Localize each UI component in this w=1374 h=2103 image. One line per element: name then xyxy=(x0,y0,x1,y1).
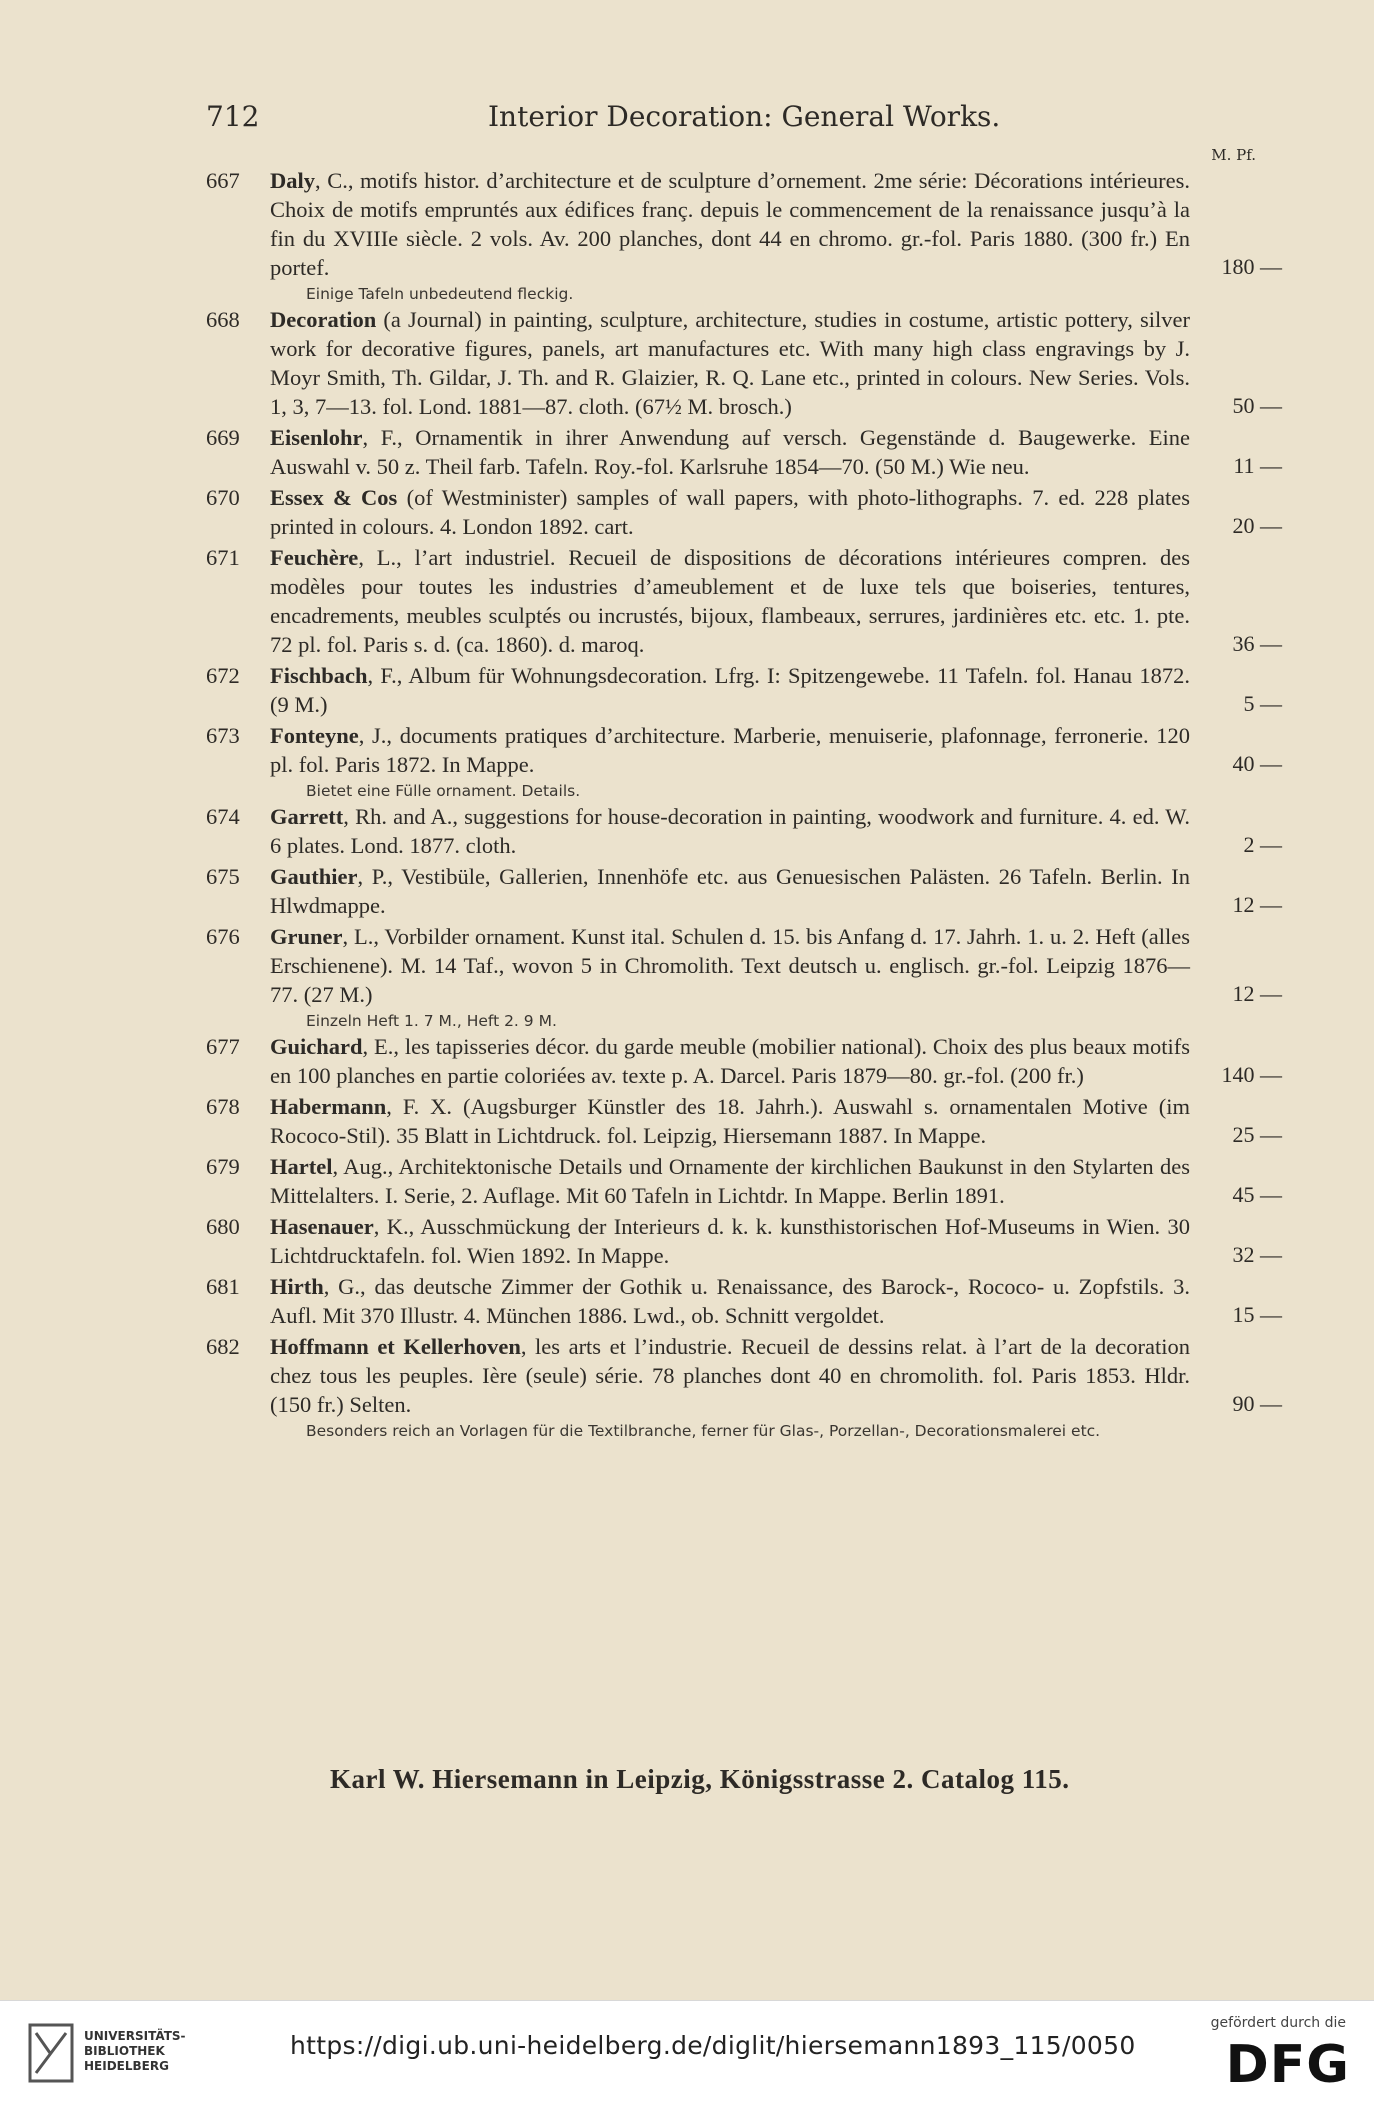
entry-description: (a Journal) in painting, sculpture, architecture, studies in costume, artistic pottery, silver work for decorative figures, panels, art manufactures etc. With many high class engravings by J. Moyr Smith, Th. Gildar, J. Th. and R. Glaizier, R. Q. Lane etc., printed in colours. New Series. Vols. 1, 3, 7—13. fol. Lond. 1881—87. cloth. (67½ M. brosch.) xyxy=(270,307,1190,419)
entry-number: 681 xyxy=(206,1274,240,1299)
entry-number: 680 xyxy=(206,1214,240,1239)
entry-text xyxy=(206,1092,1190,1150)
entry-number: 678 xyxy=(206,1094,240,1119)
entry-description: , L., Vorbilder ornament. Kunst ital. Schulen d. 15. bis Anfang d. 17. Jahrh. 1. u. 2. Heft (alles Erschienene). M. 14 Taf., wovon 5 in Chromolith. Text deutsch u. englisch. gr.-fol. Leipzig 1876—77. (27 M.) xyxy=(270,924,1190,1007)
entry-number: 677 xyxy=(206,1034,240,1059)
entry-description: , F., Ornamentik in ihrer Anwendung auf versch. Gegenstände d. Baugewerke. Eine Auswahl v. 50 z. Theil farb. Tafeln. Roy.-fol. Karlsruhe 1854—70. (50 M.) Wie neu. xyxy=(270,425,1190,479)
entry-author: Essex & Cos xyxy=(270,485,398,510)
viewer-bottom-bar xyxy=(0,2000,1374,2103)
entry-price: 25 — xyxy=(1232,1122,1282,1147)
entry-price: 2 — xyxy=(1243,832,1282,857)
entry-author: Hirth xyxy=(270,1274,324,1299)
entry-price: 15 — xyxy=(1232,1302,1282,1327)
entry-price: 50 — xyxy=(1232,393,1282,418)
entry-description: , F., Album für Wohnungsdecoration. Lfrg. I: Spitzengewebe. 11 Tafeln. fol. Hanau 1872. (9 M.) xyxy=(270,663,1190,717)
library-name xyxy=(84,2029,186,2074)
entry-text xyxy=(206,305,1190,421)
entry-number: 682 xyxy=(206,1334,240,1359)
entry-note: Einzeln Heft 1. 7 M., Heft 2. 9 M. xyxy=(306,1012,557,1030)
entry-price: 11 — xyxy=(1233,453,1282,478)
entry-price: 140 — xyxy=(1221,1062,1282,1087)
entry-text xyxy=(206,802,1190,860)
catalogue-entry xyxy=(206,1032,1282,1090)
entry-price: 36 — xyxy=(1232,631,1282,656)
catalogue-entry xyxy=(206,543,1282,659)
entry-author: Garrett xyxy=(270,804,344,829)
entry-number: 673 xyxy=(206,723,240,748)
entry-text xyxy=(206,166,1190,282)
entry-price: 40 — xyxy=(1232,751,1282,776)
entry-description: , E., les tapisseries décor. du garde meuble (mobilier national). Choix des plus beaux motifs en 100 planches en partie coloriées av. texte p. A. Darcel. Paris 1879—80. gr.-fol. (200 fr.) xyxy=(270,1034,1190,1088)
entry-number: 676 xyxy=(206,924,240,949)
entry-number: 675 xyxy=(206,864,240,889)
running-title: Interior Decoration: General Works. xyxy=(488,100,1001,133)
entry-author: Fonteyne xyxy=(270,723,359,748)
catalogue-entries xyxy=(206,166,1282,1442)
entry-description: , C., motifs histor. d’architecture et de sculpture d’ornement. 2me série: Décorations intérieures. Choix de motifs empruntés aux édifices franç. depuis le commencement de la renaissance jusqu’à la fin du XVIIIe siècle. 2 vols. Av. 200 planches, dont 44 en chromo. gr.-fol. Paris 1880. (300 fr.) En portef. xyxy=(270,168,1190,280)
entry-number: 670 xyxy=(206,485,240,510)
entry-text xyxy=(206,862,1190,920)
entry-number: 671 xyxy=(206,545,240,570)
entry-note: Bietet eine Fülle ornament. Details. xyxy=(306,782,581,800)
catalogue-entry xyxy=(206,483,1282,541)
entry-number: 672 xyxy=(206,663,240,688)
entry-number: 669 xyxy=(206,425,240,450)
entry-price: 180 — xyxy=(1221,254,1282,279)
entry-description: (of Westminister) samples of wall papers, with photo-lithographs. 7. ed. 228 plates printed in colours. 4. London 1892. cart. xyxy=(270,485,1190,539)
entry-description: , G., das deutsche Zimmer der Gothik u. Renaissance, des Barock-, Rococo- u. Zopfstils. 3. Aufl. Mit 370 Illustr. 4. München 1886. Lwd., ob. Schnitt vergoldet. xyxy=(270,1274,1190,1328)
permalink-url[interactable]: https://digi.ub.uni-heidelberg.de/diglit/hiersemann1893_115/0050 xyxy=(290,2031,1136,2060)
catalogue-entry xyxy=(206,802,1282,860)
price-column-label: M. Pf. xyxy=(1211,146,1256,164)
library-name-line: BIBLIOTHEK xyxy=(84,2044,165,2058)
entry-author: Gruner xyxy=(270,924,343,949)
entry-description: , K., Ausschmückung der Interieurs d. k. k. kunsthistorischen Hof-Museums in Wien. 30 Lichtdrucktafeln. fol. Wien 1892. In Mappe. xyxy=(270,1214,1190,1268)
catalogue-entry xyxy=(206,922,1282,1009)
entry-text xyxy=(206,543,1190,659)
entry-price: 5 — xyxy=(1243,691,1282,716)
catalogue-entry xyxy=(206,1272,1282,1330)
entry-price: 45 — xyxy=(1232,1182,1282,1207)
entry-description: , P., Vestibüle, Gallerien, Innenhöfe etc. aus Genuesischen Palästen. 26 Tafeln. Berlin. In Hlwdmappe. xyxy=(270,864,1190,918)
entry-price: 32 — xyxy=(1232,1242,1282,1267)
entry-price: 90 — xyxy=(1232,1391,1282,1416)
entry-author: Daly xyxy=(270,168,315,193)
entry-author: Habermann xyxy=(270,1094,387,1119)
entry-description: , F. X. (Augsburger Künstler des 18. Jahrh.). Auswahl s. ornamentalen Motive (im Rococo-Stil). 35 Blatt in Lichtdruck. fol. Leipzig, Hiersemann 1887. In Mappe. xyxy=(270,1094,1190,1148)
entry-text xyxy=(206,1032,1190,1090)
entry-description: , Rh. and A., suggestions for house-decoration in painting, woodwork and furniture. 4. ed. W. 6 plates. Lond. 1877. cloth. xyxy=(270,804,1190,858)
catalogue-entry xyxy=(206,721,1282,779)
entry-note: Einige Tafeln unbedeutend fleckig. xyxy=(306,285,574,303)
funding-text: gefördert durch die xyxy=(1210,2015,1346,2031)
library-name-line: UNIVERSITÄTS- xyxy=(84,2029,186,2043)
entry-number: 668 xyxy=(206,307,240,332)
entry-text xyxy=(206,483,1190,541)
page-header xyxy=(206,100,1274,164)
entry-price: 12 — xyxy=(1232,892,1282,917)
catalogue-entry xyxy=(206,305,1282,421)
entry-description: , Aug., Architektonische Details und Ornamente der kirchlichen Baukunst in den Stylarten des Mittelalters. I. Serie, 2. Auflage. Mit 60 Tafeln in Lichtdr. In Mappe. Berlin 1891. xyxy=(270,1154,1190,1208)
catalogue-entry xyxy=(206,1152,1282,1210)
entry-number: 674 xyxy=(206,804,240,829)
catalogue-entry xyxy=(206,1332,1282,1419)
catalogue-entry xyxy=(206,423,1282,481)
entry-price: 20 — xyxy=(1232,513,1282,538)
entry-description: , L., l’art industriel. Recueil de dispositions de décorations intérieures compren. des modèles pour toutes les industries d’ameublement et de luxe tels que boiseries, tentures, encadrements, meubles sculptés ou incrustés, bijoux, flambeaux, serrures, jardinières etc. etc. 1. pte. 72 pl. fol. Paris s. d. (ca. 1860). d. maroq. xyxy=(270,545,1190,657)
entry-text xyxy=(206,661,1190,719)
entry-number: 667 xyxy=(206,168,240,193)
entry-author: Hartel xyxy=(270,1154,333,1179)
page-number: 712 xyxy=(206,100,260,133)
entry-text xyxy=(206,922,1190,1009)
entry-author: Gauthier xyxy=(270,864,358,889)
entry-author: Eisenlohr xyxy=(270,425,363,450)
entry-text xyxy=(206,1332,1190,1419)
entry-text xyxy=(206,423,1190,481)
dfg-logo: DFG xyxy=(1225,2035,1350,2095)
catalogue-entry xyxy=(206,862,1282,920)
catalogue-entry xyxy=(206,1212,1282,1270)
entry-description: , J., documents pratiques d’architecture. Marberie, menuiserie, plafonnage, ferronerie. 120 pl. fol. Paris 1872. In Mappe. xyxy=(270,723,1190,777)
entry-description: , les arts et l’industrie. Recueil de dessins relat. à l’art de la decoration chez tous les peuples. Ière (seule) série. 78 planches dont 40 en chromolith. fol. Paris 1853. Hldr. (150 fr.) Selten. xyxy=(270,1334,1190,1417)
publisher-footer: Karl W. Hiersemann in Leipzig, Königsstrasse 2. Catalog 115. xyxy=(330,1764,1070,1794)
entry-text xyxy=(206,1272,1190,1330)
entry-author: Feuchère xyxy=(270,545,359,570)
entry-author: Hoffmann et Kellerhoven xyxy=(270,1334,521,1359)
catalogue-entry xyxy=(206,1092,1282,1150)
entry-text xyxy=(206,721,1190,779)
entry-number: 679 xyxy=(206,1154,240,1179)
catalogue-entry xyxy=(206,166,1282,282)
entry-note: Besonders reich an Vorlagen für die Textilbranche, ferner für Glas-, Porzellan-, Decorationsmalerei etc. xyxy=(306,1422,1101,1440)
catalogue-entry xyxy=(206,661,1282,719)
entry-author: Decoration xyxy=(270,307,377,332)
entry-author: Guichard xyxy=(270,1034,363,1059)
entry-price: 12 — xyxy=(1232,981,1282,1006)
entry-text xyxy=(206,1152,1190,1210)
entry-author: Fischbach xyxy=(270,663,368,688)
entry-author: Hasenauer xyxy=(270,1214,374,1239)
entry-text xyxy=(206,1212,1190,1270)
university-library-logo-icon xyxy=(28,2023,74,2083)
library-name-line: HEIDELBERG xyxy=(84,2059,169,2073)
